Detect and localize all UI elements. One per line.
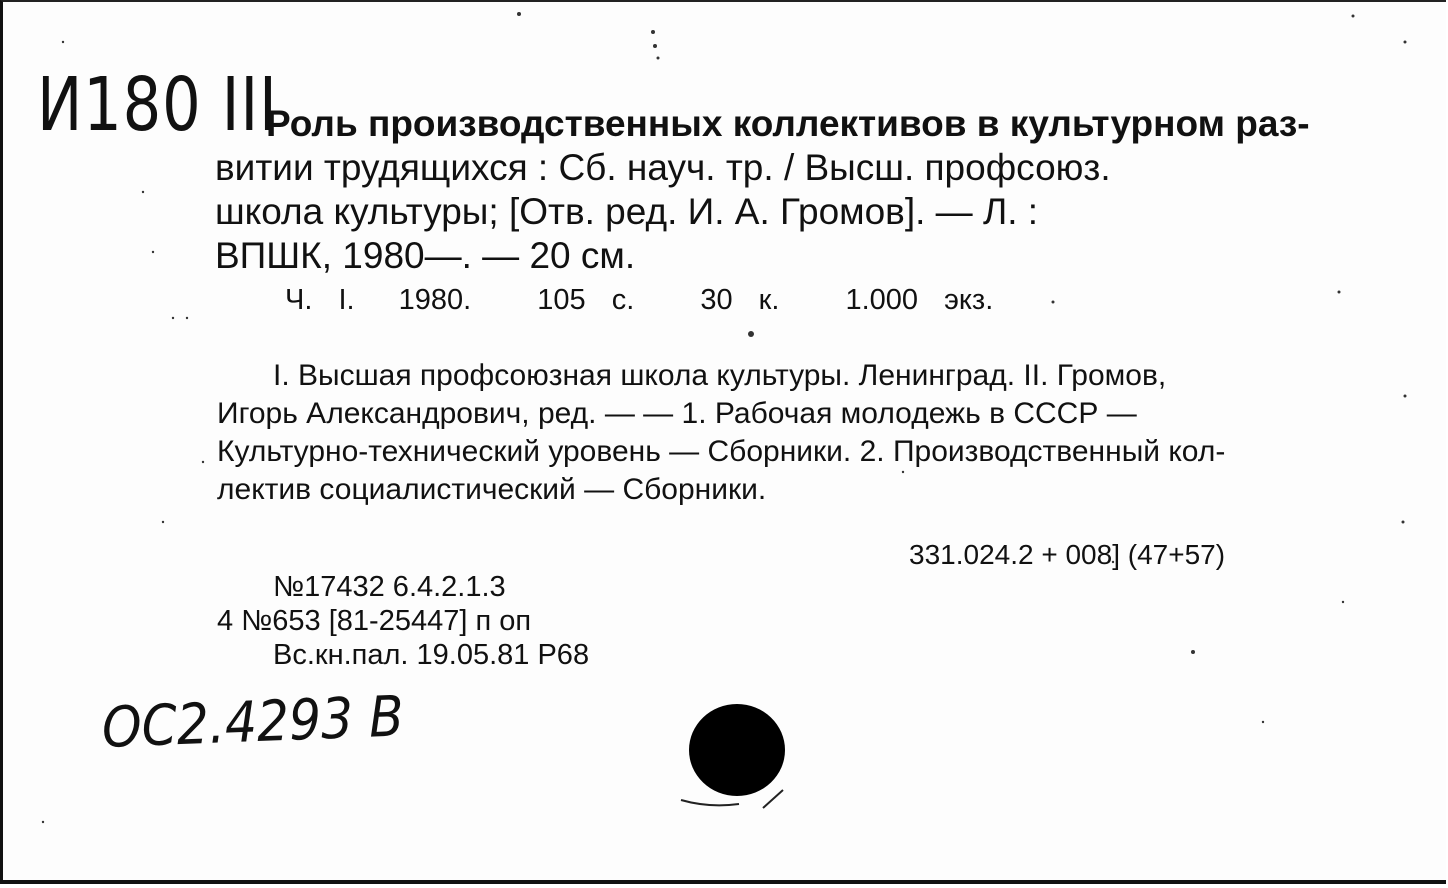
- tracing-line-3: Культурно-технический уровень — Сборники. 2. Производственный кол-: [217, 435, 1226, 468]
- shelf-mark: И180 III: [37, 62, 278, 148]
- title-description: [215, 146, 1385, 278]
- hole-tick: [679, 782, 789, 812]
- part-copies: 1.000 экз.: [845, 284, 994, 316]
- inventory-number: ОС2.4293 В: [101, 684, 405, 761]
- part-info: [285, 284, 993, 317]
- title-line-2: школа культуры; [Отв. ред. И. А. Громов]. — Л. :: [215, 191, 1039, 232]
- part-year: 1980.: [398, 284, 472, 316]
- part-pages: 105 с.: [537, 284, 635, 316]
- part-price: 30 к.: [700, 284, 780, 316]
- tracing-line-2: Игорь Александрович, ред. — — 1. Рабочая молодежь в СССР —: [217, 397, 1137, 430]
- tracings: [217, 357, 1387, 509]
- udc-classification: 331.024.2 + 008] (47+57): [909, 539, 1226, 570]
- tech-line-3: Вс.кн.пал. 19.05.81 Р68: [273, 639, 590, 671]
- title-line-3: ВПШК, 1980—. — 20 см.: [215, 235, 636, 276]
- tracing-line-1: I. Высшая профсоюзная школа культуры. Ленинград. II. Громов,: [273, 359, 1167, 392]
- title-line-1: витии трудящихся : Сб. науч. тр. / Высш. профсоюз.: [215, 147, 1111, 188]
- technical-info: [217, 570, 589, 672]
- tech-line-1: №17432 6.4.2.1.3: [273, 571, 506, 603]
- tracing-line-4: лектив социалистический — Сборники.: [217, 473, 767, 506]
- part-number: Ч. I.: [285, 284, 355, 316]
- tech-line-2: 4 №653 [81-25447] п оп: [217, 605, 532, 637]
- title-lead: Роль производственных коллективов в культурном раз-: [266, 103, 1310, 144]
